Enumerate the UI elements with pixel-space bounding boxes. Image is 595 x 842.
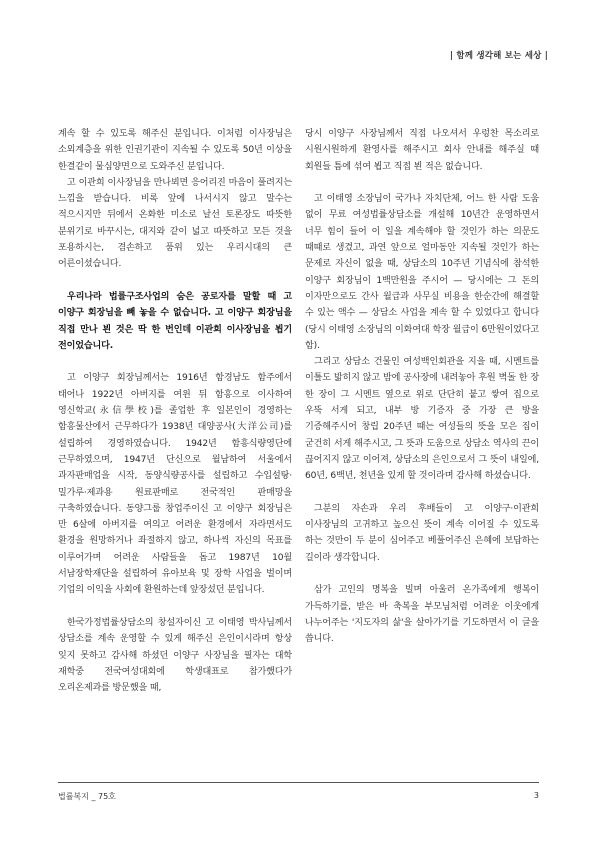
- right-paragraph-3: 그리고 상담소 건물인 여성백인회관을 지을 때, 시멘트를 이틀도 밟히지 않고 밤에 공사장에 내려놓아 후원 벽돌 한 장 한 장이 그 시멘트 옆으로 위로 단단히 붙고 쌓여 집으로 우뚝 서게 되고, 내부 방 기증자 중 가장 큰 방을 기증해주시어 창립 20주년 때는 여성들의 뜻을 모은 집이 굳건히 서게 해주시고, 그 뜻과 도움으로 상담소 역사의 끈이 끊어지지 않고 이어져, 상담소의 은인으로서 그 뜻이 내일에, 60년, 6백년, 천년을 있게 할 것이라며 감사해 하셨습니다.: [305, 357, 539, 482]
- footer-page-number: 3: [533, 791, 539, 800]
- left-paragraph-highlight: 우리나라 법률구조사업의 숨은 공로자를 말할 때 고 이양구 회장님을 빼 놓을 수 없습니다. 고 이양구 회장님을 직접 만나 뵌 것은 딱 한 번인데 이관희 이사장님을 뵙기 전이었습니다.: [58, 291, 292, 351]
- paragraph-gap: [305, 485, 539, 501]
- right-paragraph-2: 고 이태영 소장님이 국가나 자치단체, 어느 한 사람 도움 없이 무료 여성법률상담소를 개설해 10년간 운영하면서 너무 힘이 들어 이 일을 계속해야 할 것인가 하는 의문도 때때로 생겼고, 과연 앞으로 얼마동안 지속될 것인가 하는 문제로 자신이 없을 때, 상담소의 10주년 기념식에 참석한 이양구 회장님이 1백만원을 주시어 — 당시에는 그 돈의 이자만으로도 간사 월급과 사무실 비용을 한순간에 해결할 수 있는 액수 — 상담소 사업을 계속 할 수 있었다고 합니다(당시 이태영 소장님의 이화여대 학장 월급이 6만원이었다고 함).: [305, 194, 539, 351]
- left-paragraph-4: 한국가정법률상담소의 창설자이신 고 이태영 박사님께서 상담소를 계속 운영할 수 있게 해주신 은인이시라며 항상 잊지 못하고 감사해 하셨던 이양구 사장님을 필자는 대학 재학중 전국여성대회에 학생대표로 참가했다가 오리온제과를 방문했을 때,: [58, 617, 292, 694]
- footer-divider: [58, 782, 539, 783]
- paragraph-gap: [58, 273, 292, 289]
- section-header-label: | 함께 생각해 보는 세상 |: [449, 51, 548, 61]
- left-paragraph-2: 고 이관희 이사장님을 만나뵈면 응어리진 마음이 풀려지는 느낌을 받습니다. 비록 앞에 나서시지 않고 말수는 적으시지만 뒤에서 온화한 미소로 날선 토론장도 따뜻한 분위기로 바꾸시는, 대지와 같이 넓고 따뜻하고 모든 것을 포용하시는, 겸손하고 품위 있는 우리시대의 큰 어른이셨습니다.: [58, 177, 292, 270]
- paragraph-gap: [305, 566, 539, 582]
- left-paragraph-3: 고 이양구 회장님께서는 1916년 함경남도 함주에서 태어나 1922년 아버지를 여윈 뒤 함흥으로 이사하여 영신학교(永信學校)를 졸업한 후 일본인이 경영하는 함흥물산에서 근무하다가 1938년 대양공사(大洋公司)를 설립하여 경영하였습니다. 1942년 함흥식량영단에 근무하였으며, 1947년 단신으로 월남하여 서울에서 과자판매업을 시작, 동양식량공사를 설립하고 수입설탕·밀가루·제과용 원료판매로 전국적인 판매망을 구축하였습니다. 동양그룹 창업주이신 고 이양구 회장님은 만 6살에 아버지를 여의고 어려운 환경에서 자라면서도 환경을 원망하거나 좌절하지 않고, 하나씩 자신의 목표를 이루어가며 어려운 사람들을 돕고 1987년 10월 서남장학재단을 설립하여 유아보육 및 장학 사업을 벌이며 기업의 이익을 사회에 환원하는데 앞장섰던 분입니다.: [58, 373, 292, 596]
- paragraph-gap: [58, 599, 292, 615]
- paragraph-gap: [305, 175, 539, 191]
- left-paragraph-1: 계속 할 수 있도록 해주신 분입니다. 이처럼 이사장님은 소외계층을 위한 인권기관이 지속될 수 있도록 50년 이상을 한결같이 물심양면으로 도와주신 분입니다.: [58, 129, 292, 172]
- right-paragraph-4: 그분의 자손과 우리 후배들이 고 이양구·이관희 이사장님의 고귀하고 높으신 뜻이 계속 이어질 수 있도록 하는 것만이 두 분이 심어주고 베풀어주신 은혜에 보답하는 길이라 생각합니다.: [305, 503, 539, 563]
- left-text-column: [58, 126, 292, 696]
- right-paragraph-5: 삼가 고인의 명복을 빌며 아울러 온가족에게 행복이 가득하기를, 받은 바 축복을 부모님처럼 어려운 이웃에게 나누어주는 '지도자의 삶'을 살아가기를 기도하면서 이 글을 씁니다.: [305, 585, 539, 645]
- paragraph-gap: [58, 354, 292, 370]
- right-text-column: [305, 126, 539, 648]
- right-paragraph-1: 당시 이양구 사장님께서 직접 나오셔서 우렁찬 목소리로 시원시원하게 환영사를 해주시고 회사 안내를 해주실 때 회원들 틈에 섞여 뵙고 직접 뵌 적은 없습니다.: [305, 129, 539, 172]
- footer-publication: 법률복지 _ 75호: [58, 792, 116, 801]
